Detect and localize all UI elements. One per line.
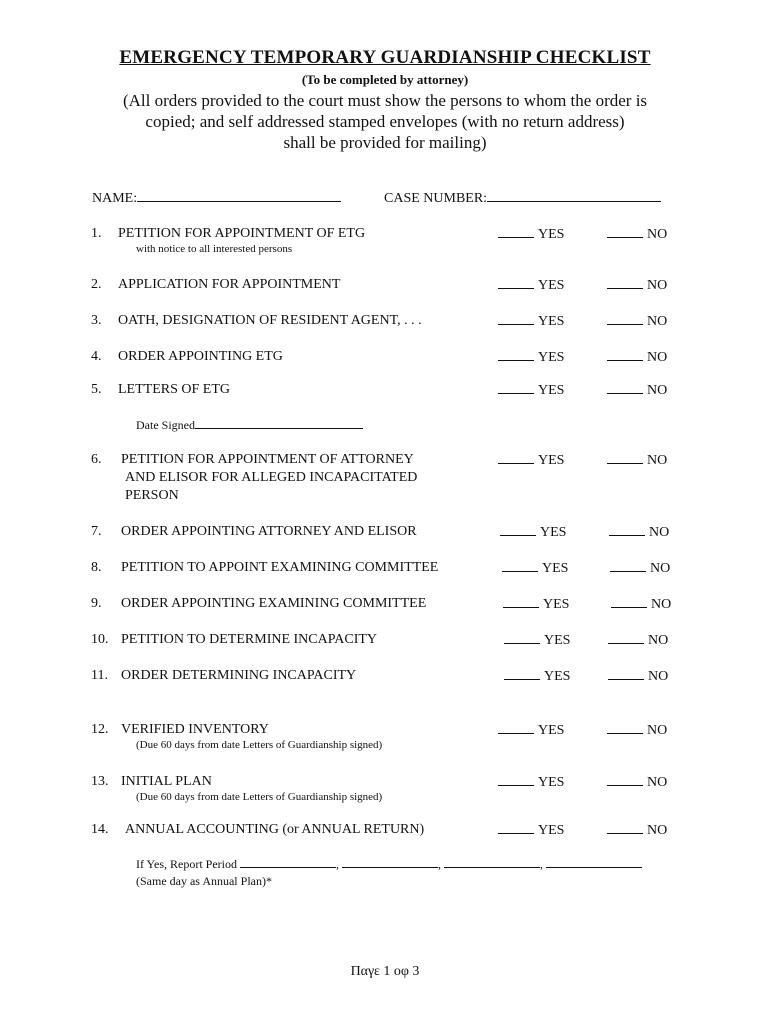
- yes-blank[interactable]: [498, 722, 534, 734]
- item-label: PETITION TO APPOINT EXAMINING COMMITTEE: [121, 560, 439, 575]
- yes-label: YES: [538, 823, 565, 838]
- no-option[interactable]: [607, 226, 667, 243]
- date-signed-label: Date Signed: [136, 418, 195, 432]
- item-note: (Due 60 days from date Letters of Guardianship signed): [136, 791, 383, 803]
- no-blank[interactable]: [610, 560, 646, 572]
- yes-option[interactable]: [498, 822, 564, 839]
- no-blank[interactable]: [607, 313, 643, 325]
- item-label: ORDER APPOINTING EXAMINING COMMITTEE: [121, 596, 427, 611]
- no-blank[interactable]: [607, 226, 643, 238]
- name-blank[interactable]: [137, 189, 341, 202]
- no-option[interactable]: [611, 596, 671, 613]
- item-number: 4.: [91, 349, 102, 364]
- yes-blank[interactable]: [500, 524, 536, 536]
- item-number: 5.: [91, 382, 102, 397]
- yes-label: YES: [538, 227, 565, 242]
- no-option[interactable]: [609, 524, 669, 541]
- no-option[interactable]: [607, 774, 667, 791]
- yes-label: YES: [544, 669, 571, 684]
- no-blank[interactable]: [608, 668, 644, 680]
- yes-blank[interactable]: [498, 822, 534, 834]
- no-label: NO: [650, 561, 671, 576]
- no-label: NO: [647, 314, 668, 329]
- yes-label: YES: [538, 383, 565, 398]
- item-number: 13.: [91, 774, 109, 789]
- no-blank[interactable]: [607, 774, 643, 786]
- no-label: NO: [648, 633, 669, 648]
- no-option[interactable]: [607, 349, 667, 366]
- page-number: Παγε 1 οφ 3: [350, 964, 420, 979]
- no-blank[interactable]: [607, 382, 643, 394]
- report-period-blank-1[interactable]: [240, 857, 336, 868]
- instruction-line-3: shall be provided for mailing): [283, 133, 487, 152]
- yes-option[interactable]: [498, 382, 564, 399]
- yes-label: YES: [538, 278, 565, 293]
- item-label: AND ELISOR FOR ALLEGED INCAPACITATED: [125, 470, 418, 485]
- no-option[interactable]: [607, 277, 667, 294]
- yes-blank[interactable]: [504, 668, 540, 680]
- yes-option[interactable]: [498, 313, 564, 330]
- yes-label: YES: [538, 775, 565, 790]
- yes-option[interactable]: [502, 560, 568, 577]
- yes-blank[interactable]: [498, 349, 534, 361]
- no-option[interactable]: [607, 722, 667, 739]
- item-number: 3.: [91, 313, 102, 328]
- name-field: [92, 189, 341, 207]
- item-label: PETITION FOR APPOINTMENT OF ATTORNEY: [121, 452, 414, 467]
- yes-label: YES: [538, 350, 565, 365]
- yes-label: YES: [538, 723, 565, 738]
- item-note: (Due 60 days from date Letters of Guardianship signed): [136, 739, 383, 751]
- item-number: 1.: [91, 226, 102, 241]
- name-label: NAME:: [92, 191, 138, 206]
- yes-option[interactable]: [503, 596, 569, 613]
- no-option[interactable]: [607, 822, 667, 839]
- item-label: ORDER APPOINTING ATTORNEY AND ELISOR: [121, 524, 417, 539]
- item-label: LETTERS OF ETG: [118, 382, 230, 397]
- case-number-label: CASE NUMBER:: [384, 191, 488, 206]
- yes-label: YES: [542, 561, 569, 576]
- no-label: NO: [647, 453, 668, 468]
- item-label: INITIAL PLAN: [121, 774, 212, 789]
- no-option[interactable]: [610, 560, 670, 577]
- item-label: PETITION TO DETERMINE INCAPACITY: [121, 632, 378, 647]
- report-period-blank-3[interactable]: [444, 857, 540, 868]
- no-blank[interactable]: [611, 596, 647, 608]
- no-label: NO: [647, 227, 668, 242]
- item-label: ORDER DETERMINING INCAPACITY: [121, 668, 357, 683]
- case-number-field: [384, 189, 661, 207]
- yes-blank[interactable]: [498, 226, 534, 238]
- item-label: VERIFIED INVENTORY: [121, 722, 269, 737]
- yes-option[interactable]: [498, 349, 564, 366]
- report-period-label: If Yes, Report Period: [136, 857, 237, 871]
- yes-label: YES: [538, 453, 565, 468]
- yes-option[interactable]: [498, 722, 564, 739]
- item-number: 9.: [91, 596, 102, 611]
- no-blank[interactable]: [607, 277, 643, 289]
- item-number: 2.: [91, 277, 102, 292]
- yes-blank[interactable]: [498, 277, 534, 289]
- no-option[interactable]: [607, 313, 667, 330]
- no-label: NO: [647, 823, 668, 838]
- no-label: NO: [647, 775, 668, 790]
- date-signed-field: [136, 418, 363, 433]
- item-number: 14.: [91, 822, 109, 837]
- report-period-note: (Same day as Annual Plan)*: [136, 874, 272, 888]
- yes-blank[interactable]: [498, 382, 534, 394]
- no-option[interactable]: [607, 382, 667, 399]
- report-period-blank-4[interactable]: [546, 857, 642, 868]
- instruction-line-1: (All orders provided to the court must show the persons to whom the order is: [122, 91, 648, 110]
- yes-option[interactable]: [498, 452, 564, 469]
- item-number: 12.: [91, 722, 109, 737]
- yes-label: YES: [538, 314, 565, 329]
- yes-option[interactable]: [504, 632, 570, 649]
- yes-blank[interactable]: [504, 632, 540, 644]
- yes-option[interactable]: [498, 277, 564, 294]
- yes-blank[interactable]: [498, 774, 534, 786]
- yes-blank[interactable]: [503, 596, 539, 608]
- report-period-field: If Yes, Report Period , , ,: [136, 857, 642, 872]
- no-option[interactable]: [607, 452, 667, 469]
- date-signed-blank[interactable]: [195, 418, 363, 429]
- item-number: 8.: [91, 560, 102, 575]
- instruction-line-2: copied; and self addressed stamped envelopes (with no return address): [145, 112, 625, 131]
- yes-option[interactable]: [498, 226, 564, 243]
- yes-label: YES: [543, 597, 570, 612]
- yes-label: YES: [540, 525, 567, 540]
- no-blank[interactable]: [607, 822, 643, 834]
- item-number: 7.: [91, 524, 102, 539]
- item-label: OATH, DESIGNATION OF RESIDENT AGENT, . . .: [118, 313, 422, 328]
- report-period-blank-2[interactable]: [342, 857, 438, 868]
- no-blank[interactable]: [607, 722, 643, 734]
- no-blank[interactable]: [607, 349, 643, 361]
- item-label: PETITION FOR APPOINTMENT OF ETG: [118, 226, 366, 241]
- no-blank[interactable]: [607, 452, 643, 464]
- item-number: 10.: [91, 632, 109, 647]
- no-label: NO: [649, 525, 670, 540]
- yes-option[interactable]: [498, 774, 564, 791]
- yes-blank[interactable]: [502, 560, 538, 572]
- item-number: 11.: [91, 668, 108, 683]
- no-blank[interactable]: [609, 524, 645, 536]
- no-label: NO: [647, 350, 668, 365]
- no-option[interactable]: [608, 668, 668, 685]
- yes-blank[interactable]: [498, 313, 534, 325]
- item-label: PERSON: [125, 488, 179, 503]
- document-title: EMERGENCY TEMPORARY GUARDIANSHIP CHECKLIST: [119, 47, 651, 68]
- yes-option[interactable]: [500, 524, 566, 541]
- no-label: NO: [647, 383, 668, 398]
- no-blank[interactable]: [608, 632, 644, 644]
- no-option[interactable]: [608, 632, 668, 649]
- yes-label: YES: [544, 633, 571, 648]
- item-label: ANNUAL ACCOUNTING (or ANNUAL RETURN): [125, 822, 425, 837]
- document-subtitle: (To be completed by attorney): [301, 72, 469, 87]
- no-label: NO: [647, 723, 668, 738]
- yes-blank[interactable]: [498, 452, 534, 464]
- item-number: 6.: [91, 452, 102, 467]
- case-number-blank[interactable]: [487, 189, 661, 202]
- item-label: APPLICATION FOR APPOINTMENT: [118, 277, 341, 292]
- no-label: NO: [647, 278, 668, 293]
- item-note: with notice to all interested persons: [136, 243, 293, 255]
- no-label: NO: [651, 597, 672, 612]
- no-label: NO: [648, 669, 669, 684]
- yes-option[interactable]: [504, 668, 570, 685]
- item-label: ORDER APPOINTING ETG: [118, 349, 283, 364]
